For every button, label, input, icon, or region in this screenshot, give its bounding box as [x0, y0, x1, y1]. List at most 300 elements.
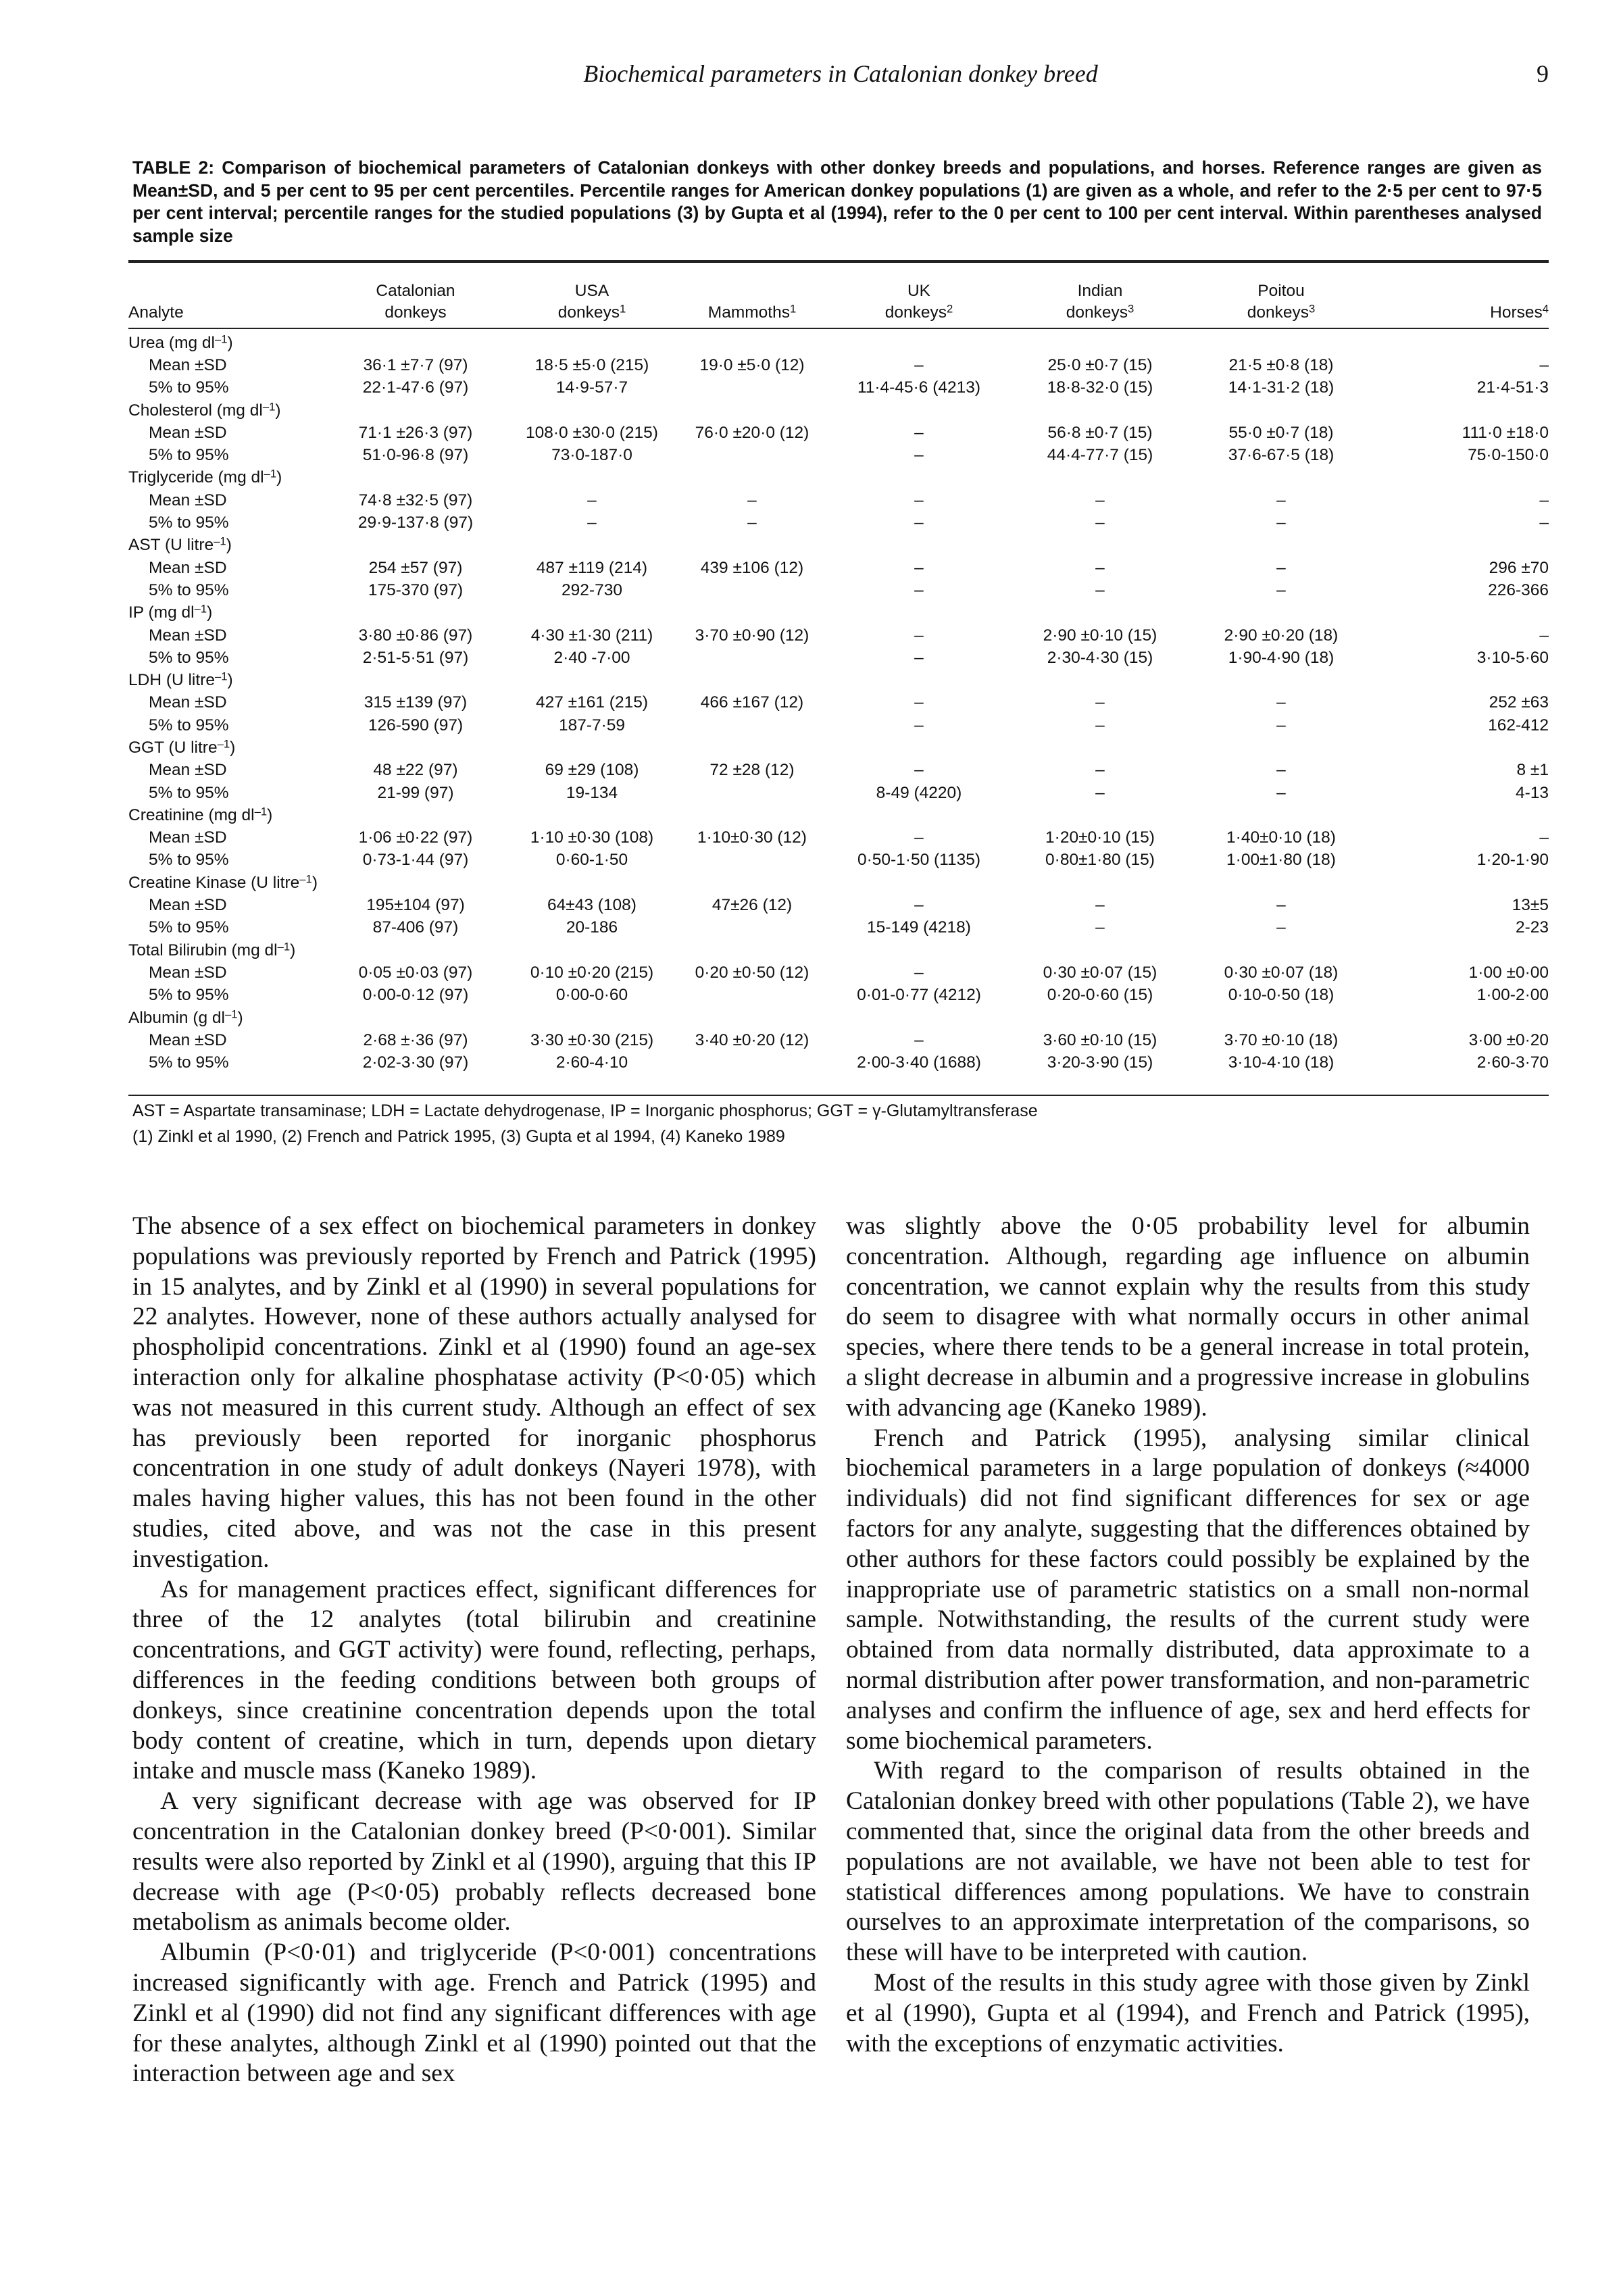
value-cell: 8 ±1: [1516, 761, 1549, 780]
value-cell: 0·01-0·77 (4212): [857, 986, 981, 1005]
mean-sd-row: [128, 557, 1549, 579]
value-cell: –: [914, 491, 924, 509]
value-cell: 18·5 ±5·0 (215): [534, 355, 649, 374]
analyte-label: AST (U litre: [128, 536, 214, 555]
value-cell: 439 ±106 (12): [700, 558, 804, 577]
value-cell: –: [1539, 828, 1549, 847]
mean-sd-row: [128, 692, 1549, 714]
value-cell: 8-49 (4220): [876, 783, 962, 802]
row-label: Mean ±SD: [149, 1030, 227, 1049]
page-header: [132, 59, 1549, 100]
value-cell: –: [1276, 761, 1286, 780]
row-label: 5% to 95%: [149, 378, 229, 397]
value-cell: 2·51-5·51 (97): [362, 648, 469, 667]
value-cell: –: [914, 828, 924, 847]
value-cell: 195±104 (97): [366, 896, 465, 915]
row-label: 5% to 95%: [149, 851, 229, 870]
analyte-unit-exponent: –1: [217, 737, 230, 751]
value-cell: 21-99 (97): [377, 783, 454, 802]
value-cell: 3·30 ±0·30 (215): [530, 1030, 654, 1049]
value-cell: –: [1095, 918, 1105, 937]
column-header-line1: Indian: [1077, 282, 1123, 300]
value-cell: –: [1276, 558, 1286, 577]
table-header-row: [128, 267, 1549, 324]
mean-sd-row: [128, 422, 1549, 444]
column-header-line1: USA: [574, 282, 609, 300]
value-cell: 226-366: [1488, 580, 1549, 599]
value-cell: –: [914, 761, 924, 780]
percentile-row: [128, 511, 1549, 534]
value-cell: 15-149 (4218): [867, 918, 971, 937]
value-cell: [676, 849, 828, 872]
value-cell: 1·40±0·10 (18): [1226, 828, 1336, 847]
analyte-name: [128, 669, 1549, 691]
analyte-name: [128, 399, 1549, 422]
percentile-row: [128, 1052, 1549, 1074]
analyte-name-row: [128, 467, 1549, 489]
analyte-label-end: ): [276, 468, 282, 487]
row-label: Mean ±SD: [149, 693, 227, 712]
value-cell: 487 ±119 (214): [536, 558, 648, 577]
value-cell: –: [1095, 896, 1105, 915]
value-cell: –: [914, 626, 924, 645]
value-cell: 0·10 ±0·20 (215): [530, 963, 654, 982]
paragraph: was slightly above the 0·05 probability level for albumin concentration. Although, regarding age influence on albumin concentration, we cannot explain why the results from this study do seem to disagree with what normally occurs in other animal species, where there tends to be a general increase in total protein, a slight decrease in albumin and a progressive increase in globulins with advancing age (Kaneko 1989).: [846, 1212, 1530, 1422]
analyte-label: Triglyceride (mg dl: [128, 468, 264, 487]
row-label: Mean ±SD: [149, 491, 227, 509]
biochemical-comparison-table: [128, 267, 1549, 1074]
value-cell: [676, 984, 828, 1007]
mean-sd-row: [128, 354, 1549, 376]
analyte-unit-exponent: –1: [214, 670, 228, 683]
value-cell: 48 ±22 (97): [373, 761, 458, 780]
value-cell: –: [1276, 580, 1286, 599]
value-cell: –: [914, 716, 924, 734]
value-cell: 2·60-3·70: [1476, 1053, 1549, 1072]
value-cell: –: [1095, 761, 1105, 780]
value-cell: 2·30-4·30 (15): [1047, 648, 1153, 667]
analyte-name: [128, 804, 1549, 826]
analyte-name: [128, 939, 1549, 962]
row-label: 5% to 95%: [149, 580, 229, 599]
row-label: 5% to 95%: [149, 986, 229, 1005]
value-cell: 0·30 ±0·07 (18): [1224, 963, 1339, 982]
value-cell: 3·00 ±0·20: [1468, 1030, 1549, 1049]
column-header: [323, 267, 508, 324]
column-header-line2: Analyte: [128, 303, 184, 322]
analyte-name-row: [128, 534, 1549, 557]
value-cell: 21·4-51·3: [1476, 378, 1549, 397]
analyte-name-row: [128, 399, 1549, 422]
value-cell: 19·0 ±5·0 (12): [699, 355, 805, 374]
analyte-label-end: ): [207, 603, 213, 622]
percentile-row: [128, 647, 1549, 669]
analyte-label-end: ): [290, 941, 296, 959]
value-cell: 47±26 (12): [712, 896, 793, 915]
value-cell: 3·20-3·90 (15): [1047, 1053, 1153, 1072]
paragraph: As for management practices effect, significant differences for three of the 12 analytes (total bilirubin and creatinine concentrations, and GGT activity) were found, reflecting, perhaps, differences in the feeding conditions between both groups of donkeys, since creatinine concentration depends upon the total body content of creatine, which in turn, depends upon dietary intake and muscle mass (Kaneko 1989).: [132, 1575, 816, 1785]
row-label: Mean ±SD: [149, 355, 227, 374]
column-header-reference: 1: [620, 302, 626, 316]
value-cell: –: [914, 446, 924, 465]
analyte-unit-exponent: –1: [214, 332, 228, 346]
value-cell: –: [1276, 693, 1286, 712]
row-label: 5% to 95%: [149, 783, 229, 802]
table-top-rule: [128, 260, 1549, 263]
value-cell: 87-406 (97): [372, 918, 459, 937]
analyte-name-row: [128, 939, 1549, 962]
value-cell: 126-590 (97): [368, 716, 464, 734]
value-cell: 75·0-150·0: [1468, 446, 1549, 465]
column-header: [676, 267, 828, 324]
body-column-left: [132, 1212, 816, 2089]
value-cell: 2·90 ±0·10 (15): [1043, 626, 1157, 645]
paragraph: A very significant decrease with age was observed for IP concentration in the Catalonian donkey breed (P<0·001). Similar results were also reported by Zinkl et al (1990), arguing that this IP decrease with age (P<0·05) probably reflects decreased bone metabolism as animals become older.: [132, 1787, 816, 1937]
analyte-label-end: ): [226, 536, 232, 555]
value-cell: 74·8 ±32·5 (97): [358, 491, 473, 509]
analyte-name-row: [128, 1007, 1549, 1029]
value-cell: –: [1276, 491, 1286, 509]
analyte-name-row: [128, 804, 1549, 826]
analyte-label: Albumin (g dl: [128, 1008, 225, 1027]
analyte-name-row: [128, 669, 1549, 691]
analyte-label: Creatine Kinase (U litre: [128, 873, 300, 892]
value-cell: 254 ±57 (97): [368, 558, 463, 577]
analyte-unit-exponent: –1: [262, 400, 276, 414]
mean-sd-row: [128, 827, 1549, 849]
column-header-line1: Poitou: [1257, 282, 1305, 300]
value-cell: 19-134: [566, 783, 618, 802]
paragraph: With regard to the comparison of results obtained in the Catalonian donkey breed with other populations (Table 2), we have commented that, since the original data from the other breeds and populations are not available, we have not been able to test for statistical differences among populations. We have to constrain ourselves to an approximate interpretation of the comparisons, so these will have to be interpreted with caution.: [846, 1757, 1530, 1967]
analyte-label: LDH (U litre: [128, 671, 215, 690]
analyte-name: [128, 602, 1549, 624]
value-cell: –: [1095, 716, 1105, 734]
value-cell: –: [1276, 514, 1286, 532]
table-spacer-row: [128, 324, 1549, 332]
table-bottom-rule: [128, 1095, 1549, 1096]
value-cell: 111·0 ±18·0: [1462, 423, 1549, 442]
analyte-name: [128, 872, 1549, 894]
column-header: [508, 267, 676, 324]
value-cell: 0·10-0·50 (18): [1228, 986, 1335, 1005]
value-cell: [676, 782, 828, 804]
analyte-unit-exponent: –1: [264, 467, 277, 480]
paragraph: Most of the results in this study agree with those given by Zinkl et al (1990), Gupta et al (1994), and French and Patrick (1995), with the exceptions of enzymatic activities.: [846, 1968, 1530, 2057]
analyte-label-end: ): [311, 873, 318, 892]
value-cell: 64±43 (108): [547, 896, 637, 915]
value-cell: 69 ±29 (108): [545, 761, 639, 780]
row-label: Mean ±SD: [149, 896, 227, 915]
value-cell: [676, 579, 828, 601]
column-header: [1191, 267, 1372, 324]
value-cell: 3·60 ±0·10 (15): [1043, 1030, 1157, 1049]
value-cell: –: [914, 648, 924, 667]
mean-sd-row: [128, 759, 1549, 782]
column-header: [1372, 267, 1549, 324]
value-cell: –: [1095, 693, 1105, 712]
value-cell: 11·4-45·6 (4213): [857, 378, 981, 397]
value-cell: –: [587, 491, 597, 509]
value-cell: 29·9-137·8 (97): [357, 514, 474, 532]
value-cell: 73·0-187·0: [551, 446, 632, 465]
value-cell: 72 ±28 (12): [709, 761, 795, 780]
value-cell: 0·50-1·50 (1135): [857, 851, 981, 870]
column-header-line2: Mammoths: [707, 303, 790, 322]
value-cell: 2·68 ±·36 (97): [363, 1030, 468, 1049]
analyte-label: Creatinine (mg dl: [128, 805, 255, 824]
value-cell: 14·1-31·2 (18): [1228, 378, 1335, 397]
value-cell: 427 ±161 (215): [535, 693, 648, 712]
value-cell: 296 ±70: [1489, 558, 1549, 577]
value-cell: 4·30 ±1·30 (211): [530, 626, 653, 645]
value-cell: 2-23: [1515, 918, 1549, 937]
column-header-reference: 2: [947, 302, 953, 316]
value-cell: 2·40 -7·00: [553, 648, 630, 667]
value-cell: [676, 647, 828, 669]
column-header-line2: donkeys: [1066, 303, 1128, 322]
value-cell: –: [1095, 783, 1105, 802]
body-column-right: [846, 1212, 1530, 2059]
value-cell: –: [1276, 783, 1286, 802]
value-cell: –: [914, 423, 924, 442]
value-cell: –: [1276, 918, 1286, 937]
value-cell: –: [1539, 514, 1549, 532]
paragraph: French and Patrick (1995), analysing similar clinical biochemical parameters in a large population of donkeys (≈4000 individuals) did not find significant differences for sex or age factors for any analyte, suggesting that the differences obtained by other authors for these factors could possibly be explained by the inappropriate use of parametric statistics on a small non-normal sample. Notwithstanding, the results of the current study were obtained from data normally distributed, data approximate to a normal distribution after power transformation, and non-parametric analyses and confirm the influence of age, sex and herd effects for some biochemical parameters.: [846, 1424, 1530, 1755]
value-cell: 0·00-0·60: [555, 986, 628, 1005]
row-label: Mean ±SD: [149, 423, 227, 442]
row-label: Mean ±SD: [149, 558, 227, 577]
value-cell: [676, 1052, 828, 1074]
analyte-name: [128, 332, 1549, 354]
value-cell: –: [914, 514, 924, 532]
percentile-row: [128, 714, 1549, 737]
value-cell: 3·80 ±0·86 (97): [358, 626, 473, 645]
value-cell: 20-186: [566, 918, 618, 937]
column-header-line1: UK: [907, 282, 931, 300]
row-label: Mean ±SD: [149, 761, 227, 780]
analyte-name-row: [128, 332, 1549, 354]
value-cell: 1·90-4·90 (18): [1228, 648, 1335, 667]
row-label: 5% to 95%: [149, 648, 229, 667]
analyte-label: Cholesterol (mg dl: [128, 401, 263, 420]
value-cell: 252 ±63: [1489, 693, 1549, 712]
spacer-cell: [128, 324, 323, 332]
column-header-reference: 4: [1542, 302, 1549, 316]
column-header-reference: 3: [1309, 302, 1316, 316]
row-label: 5% to 95%: [149, 918, 229, 937]
value-cell: 13±5: [1512, 896, 1549, 915]
value-cell: –: [747, 491, 757, 509]
value-cell: 2·60-4·10: [555, 1053, 628, 1072]
value-cell: 162-412: [1488, 716, 1549, 734]
value-cell: 292-730: [562, 580, 622, 599]
value-cell: –: [1095, 580, 1105, 599]
analyte-name: [128, 1007, 1549, 1029]
analyte-unit-exponent: –1: [194, 602, 207, 616]
analyte-name-row: [128, 602, 1549, 624]
mean-sd-row: [128, 624, 1549, 647]
column-header-line2: donkeys: [384, 303, 447, 322]
column-header-line2: donkeys: [884, 303, 947, 322]
value-cell: 0·20 ±0·50 (12): [695, 963, 809, 982]
paragraph: Albumin (P<0·01) and triglyceride (P<0·001) concentrations increased significantly with age. French and Patrick (1995) and Zinkl et al (1990) did not find any significant differences with age for these analytes, although Zinkl et al (1990) pointed out that the interaction between age and sex: [132, 1939, 816, 2088]
value-cell: –: [1095, 491, 1105, 509]
value-cell: 14·9-57·7: [555, 378, 628, 397]
value-cell: 0·20-0·60 (15): [1047, 986, 1153, 1005]
value-cell: –: [1276, 896, 1286, 915]
value-cell: 315 ±139 (97): [364, 693, 468, 712]
mean-sd-row: [128, 489, 1549, 511]
analyte-label-end: ): [230, 738, 236, 757]
value-cell: –: [1539, 491, 1549, 509]
analyte-unit-exponent: –1: [224, 1007, 238, 1021]
analyte-label: Urea (mg dl: [128, 333, 215, 352]
analyte-name: [128, 737, 1549, 759]
page-number: 9: [1537, 60, 1549, 87]
value-cell: –: [914, 558, 924, 577]
value-cell: –: [914, 355, 924, 374]
column-header-line1: Catalonian: [376, 282, 455, 300]
value-cell: 108·0 ±30·0 (215): [526, 423, 658, 442]
analyte-label-end: ): [227, 671, 233, 690]
analyte-label-end: ): [275, 401, 281, 420]
percentile-row: [128, 782, 1549, 804]
analyte-unit-exponent: –1: [254, 805, 268, 818]
analyte-name: [128, 467, 1549, 489]
row-label: 5% to 95%: [149, 1053, 229, 1072]
value-cell: –: [1539, 626, 1549, 645]
value-cell: 1·10 ±0·30 (108): [530, 828, 654, 847]
value-cell: [676, 917, 828, 939]
value-cell: 1·00 ±0·00: [1468, 963, 1549, 982]
value-cell: 51·0-96·8 (97): [362, 446, 469, 465]
column-header-line2: Horses: [1490, 303, 1543, 322]
value-cell: –: [1276, 716, 1286, 734]
value-cell: 0·00-0·12 (97): [362, 986, 469, 1005]
value-cell: 3·70 ±0·90 (12): [695, 626, 809, 645]
analyte-label-end: ): [267, 805, 273, 824]
mean-sd-row: [128, 1029, 1549, 1051]
value-cell: 4-13: [1515, 783, 1549, 802]
table-caption: TABLE 2: Comparison of biochemical parameters of Catalonian donkeys with other donkey breeds and populations, and horses. Reference ranges are given as Mean±SD, and 5 per cent to 95 per cent percentiles. Percentile ranges for American donkey populations (1) are given as a whole, and refer to the 2·5 per cent to 97·5 per cent interval; percentile ranges for the studied populations (3) by Gupta et al (1994), refer to the 0 per cent to 100 per cent interval. Within parentheses analysed sample size: [132, 157, 1542, 246]
value-cell: 18·8-32·0 (15): [1047, 378, 1153, 397]
row-label: 5% to 95%: [149, 514, 229, 532]
analyte-unit-exponent: –1: [214, 534, 226, 548]
value-cell: 25·0 ±0·7 (15): [1047, 355, 1153, 374]
analyte-label: GGT (U litre: [128, 738, 218, 757]
value-cell: 0·30 ±0·07 (15): [1043, 963, 1157, 982]
row-label: Mean ±SD: [149, 963, 227, 982]
value-cell: 36·1 ±7·7 (97): [363, 355, 468, 374]
column-header-reference: 1: [789, 302, 797, 316]
value-cell: 1·20±0·10 (15): [1045, 828, 1155, 847]
value-cell: –: [914, 963, 924, 982]
column-header: [828, 267, 1009, 324]
analyte-name-row: [128, 737, 1549, 759]
analyte-label-end: ): [237, 1008, 243, 1027]
percentile-row: [128, 917, 1549, 939]
column-header-reference: 3: [1128, 302, 1134, 316]
value-cell: 21·5 ±0·8 (18): [1228, 355, 1334, 374]
percentile-row: [128, 984, 1549, 1007]
value-cell: 3·10-4·10 (18): [1228, 1053, 1335, 1072]
value-cell: 55·0 ±0·7 (18): [1228, 423, 1334, 442]
value-cell: –: [914, 693, 924, 712]
analyte-label-end: ): [227, 333, 233, 352]
row-label: Mean ±SD: [149, 828, 227, 847]
value-cell: [676, 377, 828, 399]
percentile-row: [128, 849, 1549, 872]
value-cell: 0·60-1·50: [555, 851, 628, 870]
value-cell: –: [914, 580, 924, 599]
value-cell: 1·10±0·30 (12): [697, 828, 807, 847]
value-cell: 71·1 ±26·3 (97): [358, 423, 473, 442]
value-cell: 2·00-3·40 (1688): [857, 1053, 981, 1072]
analyte-name-row: [128, 872, 1549, 894]
value-cell: 37·6-67·5 (18): [1228, 446, 1335, 465]
value-cell: 2·02-3·30 (97): [362, 1053, 469, 1072]
value-cell: 1·00-2·00: [1476, 986, 1549, 1005]
value-cell: 3·40 ±0·20 (12): [695, 1030, 809, 1049]
column-header-line2: donkeys: [1247, 303, 1309, 322]
value-cell: –: [587, 514, 597, 532]
value-cell: 175-370 (97): [368, 580, 464, 599]
percentile-row: [128, 377, 1549, 399]
column-header: [128, 267, 323, 324]
value-cell: 0·80±1·80 (15): [1045, 851, 1155, 870]
column-header: [1009, 267, 1191, 324]
value-cell: 2·90 ±0·20 (18): [1224, 626, 1339, 645]
value-cell: 44·4-77·7 (15): [1047, 446, 1153, 465]
value-cell: 22·1-47·6 (97): [362, 378, 469, 397]
column-header-line2: donkeys: [557, 303, 620, 322]
row-label: 5% to 95%: [149, 446, 229, 465]
value-cell: –: [747, 514, 757, 532]
percentile-row: [128, 579, 1549, 601]
value-cell: 76·0 ±20·0 (12): [695, 423, 809, 442]
value-cell: –: [914, 896, 924, 915]
mean-sd-row: [128, 894, 1549, 916]
row-label: 5% to 95%: [149, 716, 229, 734]
value-cell: 1·06 ±0·22 (97): [358, 828, 473, 847]
analyte-unit-exponent: –1: [299, 872, 312, 886]
value-cell: –: [1539, 355, 1549, 374]
value-cell: 1·20-1·90: [1476, 851, 1549, 870]
value-cell: 1·00±1·80 (18): [1226, 851, 1336, 870]
table-footnote-abbreviations: AST = Aspartate transaminase; LDH = Lactate dehydrogenase, IP = Inorganic phosphorus; GGT = γ-Glutamyltransferase: [132, 1101, 1038, 1120]
value-cell: [676, 444, 828, 466]
value-cell: 3·70 ±0·10 (18): [1224, 1030, 1339, 1049]
value-cell: 187-7·59: [558, 716, 626, 734]
value-cell: –: [1095, 514, 1105, 532]
running-title: Biochemical parameters in Catalonian donkey breed: [583, 60, 1098, 87]
row-label: Mean ±SD: [149, 626, 227, 645]
value-cell: [676, 714, 828, 737]
percentile-row: [128, 444, 1549, 466]
mean-sd-row: [128, 962, 1549, 984]
analyte-label: IP (mg dl: [128, 603, 195, 622]
paragraph: The absence of a sex effect on biochemical parameters in donkey populations was previously reported by French and Patrick (1995) in 15 analytes, and by Zinkl et al (1990) in several populations for 22 analytes. However, none of these authors actually analysed for phospholipid concentrations. Zinkl et al (1990) found an age-sex interaction only for alkaline phosphatase activity (P<0·05) which was not measured in this current study. Although an effect of sex has previously been reported for inorganic phosphorus concentration in one study of adult donkeys (Nayeri 1978), with males having higher values, this has not been found in the other studies, cited above, and was not the case in this present investigation.: [132, 1212, 816, 1573]
value-cell: 3·10-5·60: [1476, 648, 1549, 667]
value-cell: 466 ±167 (12): [700, 693, 804, 712]
value-cell: 0·05 ±0·03 (97): [358, 963, 473, 982]
value-cell: –: [914, 1030, 924, 1049]
analyte-name: [128, 534, 1549, 557]
analyte-unit-exponent: –1: [277, 940, 291, 953]
value-cell: –: [1095, 558, 1105, 577]
analyte-label: Total Bilirubin (mg dl: [128, 941, 278, 959]
table-footnote-references: (1) Zinkl et al 1990, (2) French and Patrick 1995, (3) Gupta et al 1994, (4) Kaneko 1989: [132, 1127, 785, 1146]
